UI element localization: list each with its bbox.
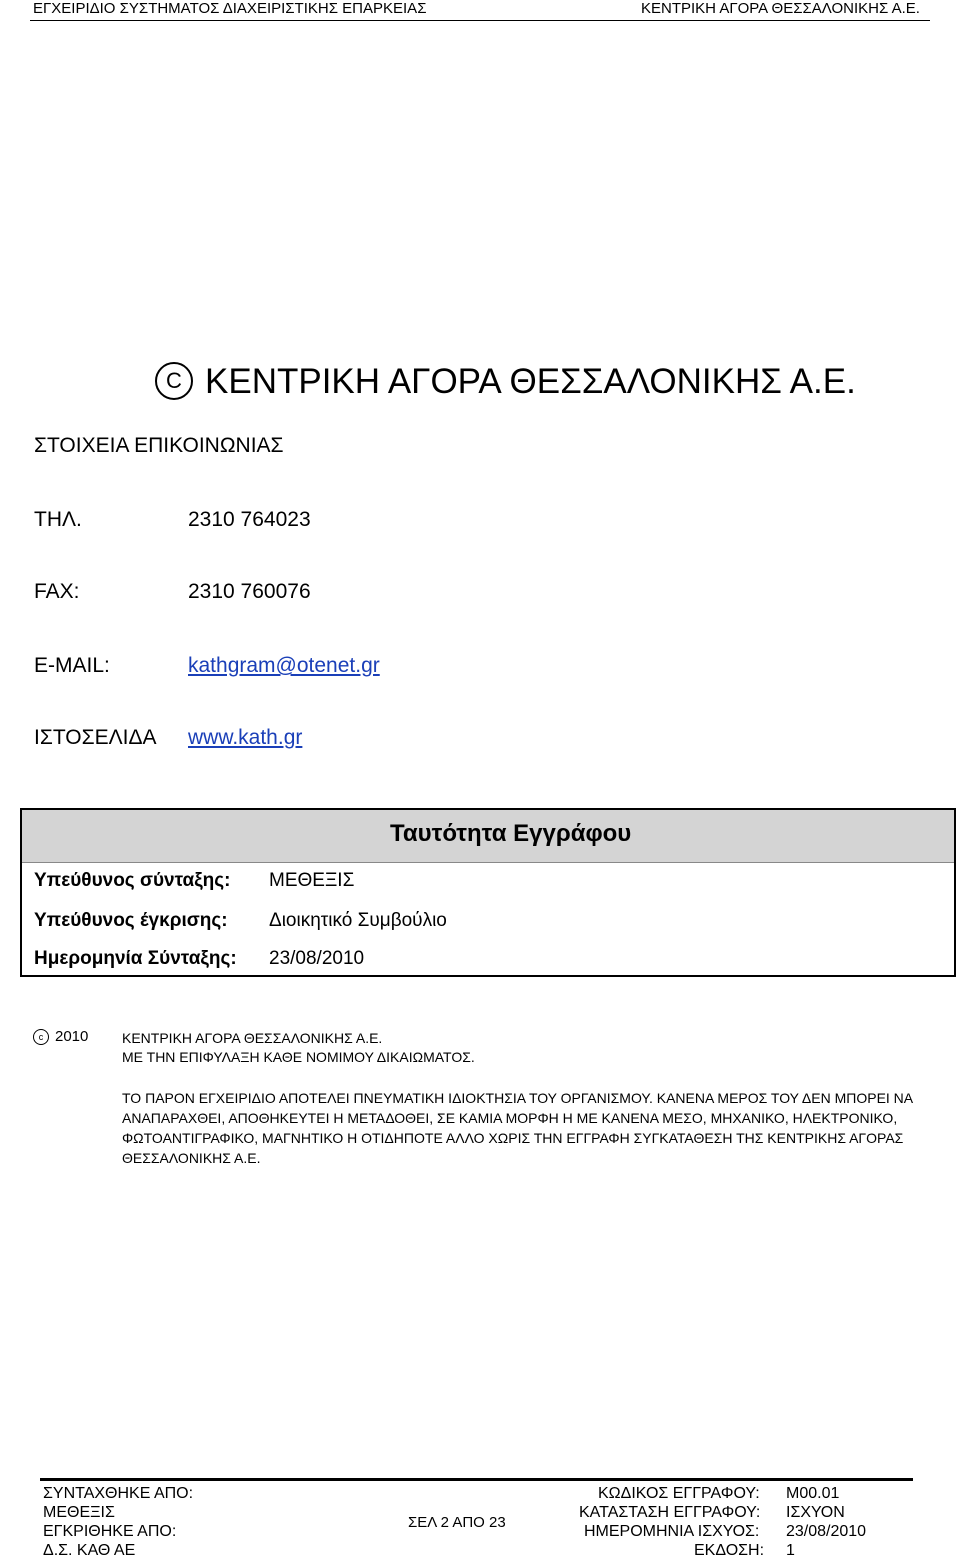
copyright-notice: ΤΟ ΠΑΡΟΝ ΕΓΧΕΙΡΙΔΙΟ ΑΠΟΤΕΛΕΙ ΠΝΕΥΜΑΤΙΚΗ ΙΔΙΟΚΤΗΣΙΑ ΤΟΥ ΟΡΓΑΝΙΣΜΟΥ. ΚΑΝΕΝΑ ΜΕΡΟΣ ΤΟΥ ΔΕΝ ΜΠΟΡΕΙ ΝΑ ΑΝΑΠΑΡΑΧΘΕΙ, ΑΠΟΘΗΚΕΥΤΕΙ Η ΜΕΤΑΔΟΘΕΙ, ΣΕ ΚΑΜΙΑ ΜΟΡΦΗ Η ΜΕ ΚΑΝΕΝΑ ΜΕΣΟ, ΜΗΧΑΝΙΚΟ, ΗΛΕΚΤΡΟΝΙΚΟ, ΦΩΤΟΑΝΤΙΓΡΑΦΙΚΟ, ΜΑΓΝΗΤΙΚΟ Η ΟΤΙΔΗΠΟΤΕ ΑΛΛΟ ΧΩΡΙΣ ΤΗΝ ΕΓΓΡΑΦΗ ΣΥΓΚΑΤΑΘΕΣΗ ΤΗΣ ΚΕΝΤΡΙΚΗΣ ΑΓΟΡΑΣ ΘΕΣΣΑΛΟΝΙΚΗΣ Α.Ε.: [122, 1090, 913, 1166]
approver-value: Διοικητικό Συμβούλιο: [269, 910, 447, 931]
contact-heading: ΣΤΟΙΧΕΙΑ ΕΠΙΚΟΙΝΩΝΙΑΣ: [34, 434, 284, 457]
doc-code-label: ΚΩΔΙΚΟΣ ΕΓΓΡΑΦΟΥ:: [598, 1485, 760, 1502]
approved-by-value: Δ.Σ. ΚΑΘ ΑΕ: [43, 1542, 136, 1559]
document-identity-box: [20, 808, 956, 977]
valid-date-value: 23/08/2010: [786, 1523, 867, 1540]
copyright-year-value: 2010: [55, 1028, 89, 1045]
date-value: 23/08/2010: [269, 948, 365, 969]
document-identity-title-bar: [22, 810, 954, 863]
header-company-name: ΚΕΝΤΡΙΚΗ ΑΓΟΡΑ ΘΕΣΣΑΛΟΝΙΚΗΣ Α.Ε.: [641, 0, 920, 17]
company-title: [155, 362, 856, 403]
fax-label: FAX:: [34, 580, 80, 603]
approver-label: Υπεύθυνος έγκρισης:: [34, 910, 228, 931]
compiled-by-label: ΣΥΝΤΑΧΘΗΚΕ ΑΠΟ:: [43, 1485, 194, 1502]
edition-value: 1: [786, 1542, 795, 1559]
valid-date-label: ΗΜΕΡΟΜΗΝΙΑ ΙΣΧΥΟΣ:: [584, 1523, 760, 1540]
website-link[interactable]: www.kath.gr: [188, 726, 303, 749]
page-number: ΣΕΛ 2 ΑΠΟ 23: [408, 1514, 506, 1531]
copyright-line1: ΚΕΝΤΡΙΚΗ ΑΓΟΡΑ ΘΕΣΣΑΛΟΝΙΚΗΣ Α.Ε.: [122, 1030, 383, 1046]
document-identity-title: Ταυτότητα Εγγράφου: [390, 820, 632, 847]
email-link[interactable]: kathgram@otenet.gr: [188, 654, 380, 677]
phone-label: ΤΗΛ.: [34, 508, 82, 531]
approved-by-label: ΕΓΚΡΙΘΗΚΕ ΑΠΟ:: [43, 1523, 177, 1540]
doc-status-value: ΙΣΧΥΟΝ: [786, 1504, 845, 1521]
header-rule: [30, 20, 930, 21]
footer-rule: [40, 1478, 913, 1481]
phone-value: 2310 764023: [188, 508, 311, 531]
doc-code-value: Μ00.01: [786, 1485, 840, 1502]
date-label: Ημερομηνία Σύνταξης:: [34, 948, 237, 969]
header-manual-title: ΕΓΧΕΙΡΙΔΙΟ ΣΥΣΤΗΜΑΤΟΣ ΔΙΑΧΕΙΡΙΣΤΙΚΗΣ ΕΠΑΡΚΕΙΑΣ: [33, 0, 427, 17]
fax-value: 2310 760076: [188, 580, 311, 603]
copyright-small-icon: c: [33, 1029, 49, 1045]
edition-label: ΕΚΔΟΣΗ:: [694, 1542, 765, 1559]
email-label: E-MAIL:: [34, 654, 110, 677]
copyright-year: [33, 1028, 88, 1045]
author-value: ΜΕΘΕΞΙΣ: [269, 870, 355, 891]
copyright-line2: ΜΕ ΤΗΝ ΕΠΙΦΥΛΑΞΗ ΚΑΘΕ ΝΟΜΙΜΟΥ ΔΙΚΑΙΩΜΑΤΟΣ.: [122, 1049, 475, 1065]
compiled-by-value: ΜΕΘΕΞΙΣ: [43, 1504, 115, 1521]
author-label: Υπεύθυνος σύνταξης:: [34, 870, 231, 891]
doc-status-label: ΚΑΤΑΣΤΑΣΗ ΕΓΓΡΑΦΟΥ:: [579, 1504, 761, 1521]
copyright-icon: C: [155, 362, 193, 400]
company-name: ΚΕΝΤΡΙΚΗ ΑΓΟΡΑ ΘΕΣΣΑΛΟΝΙΚΗΣ Α.Ε.: [205, 362, 856, 401]
website-label: ΙΣΤΟΣΕΛΙΔΑ: [34, 726, 157, 749]
